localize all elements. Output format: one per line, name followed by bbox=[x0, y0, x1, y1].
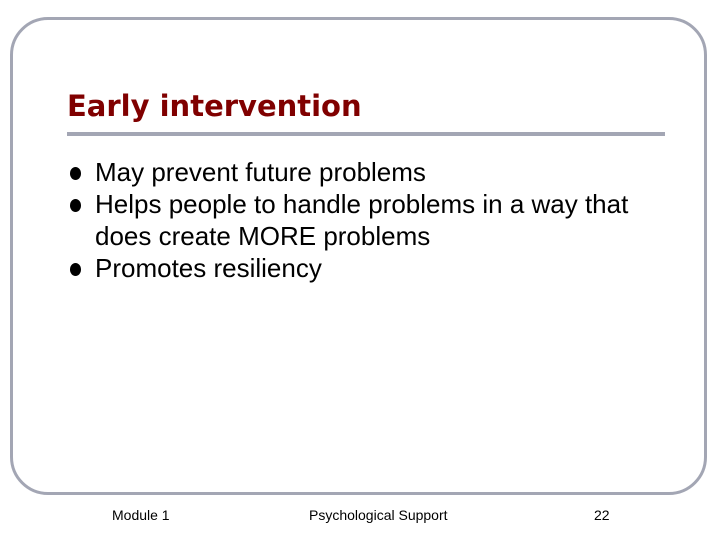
footer-module: Module 1 bbox=[112, 507, 170, 523]
bullet-item bbox=[65, 252, 665, 284]
bullet-dot-icon bbox=[70, 263, 81, 276]
bullet-dot-icon bbox=[70, 167, 81, 180]
title-underline bbox=[67, 132, 665, 136]
slide-title: Early intervention bbox=[67, 89, 362, 123]
page-number: 22 bbox=[594, 507, 610, 523]
bullet-item bbox=[65, 188, 665, 252]
bullet-text: May prevent future problems bbox=[95, 157, 426, 187]
bullet-text: Promotes resiliency bbox=[95, 253, 322, 283]
bullet-text: Helps people to handle problems in a way that does create MORE problems bbox=[95, 189, 629, 251]
bullet-item bbox=[65, 156, 665, 188]
footer-title: Psychological Support bbox=[309, 507, 448, 523]
bullet-dot-icon bbox=[70, 199, 81, 212]
bullet-list bbox=[65, 156, 665, 284]
